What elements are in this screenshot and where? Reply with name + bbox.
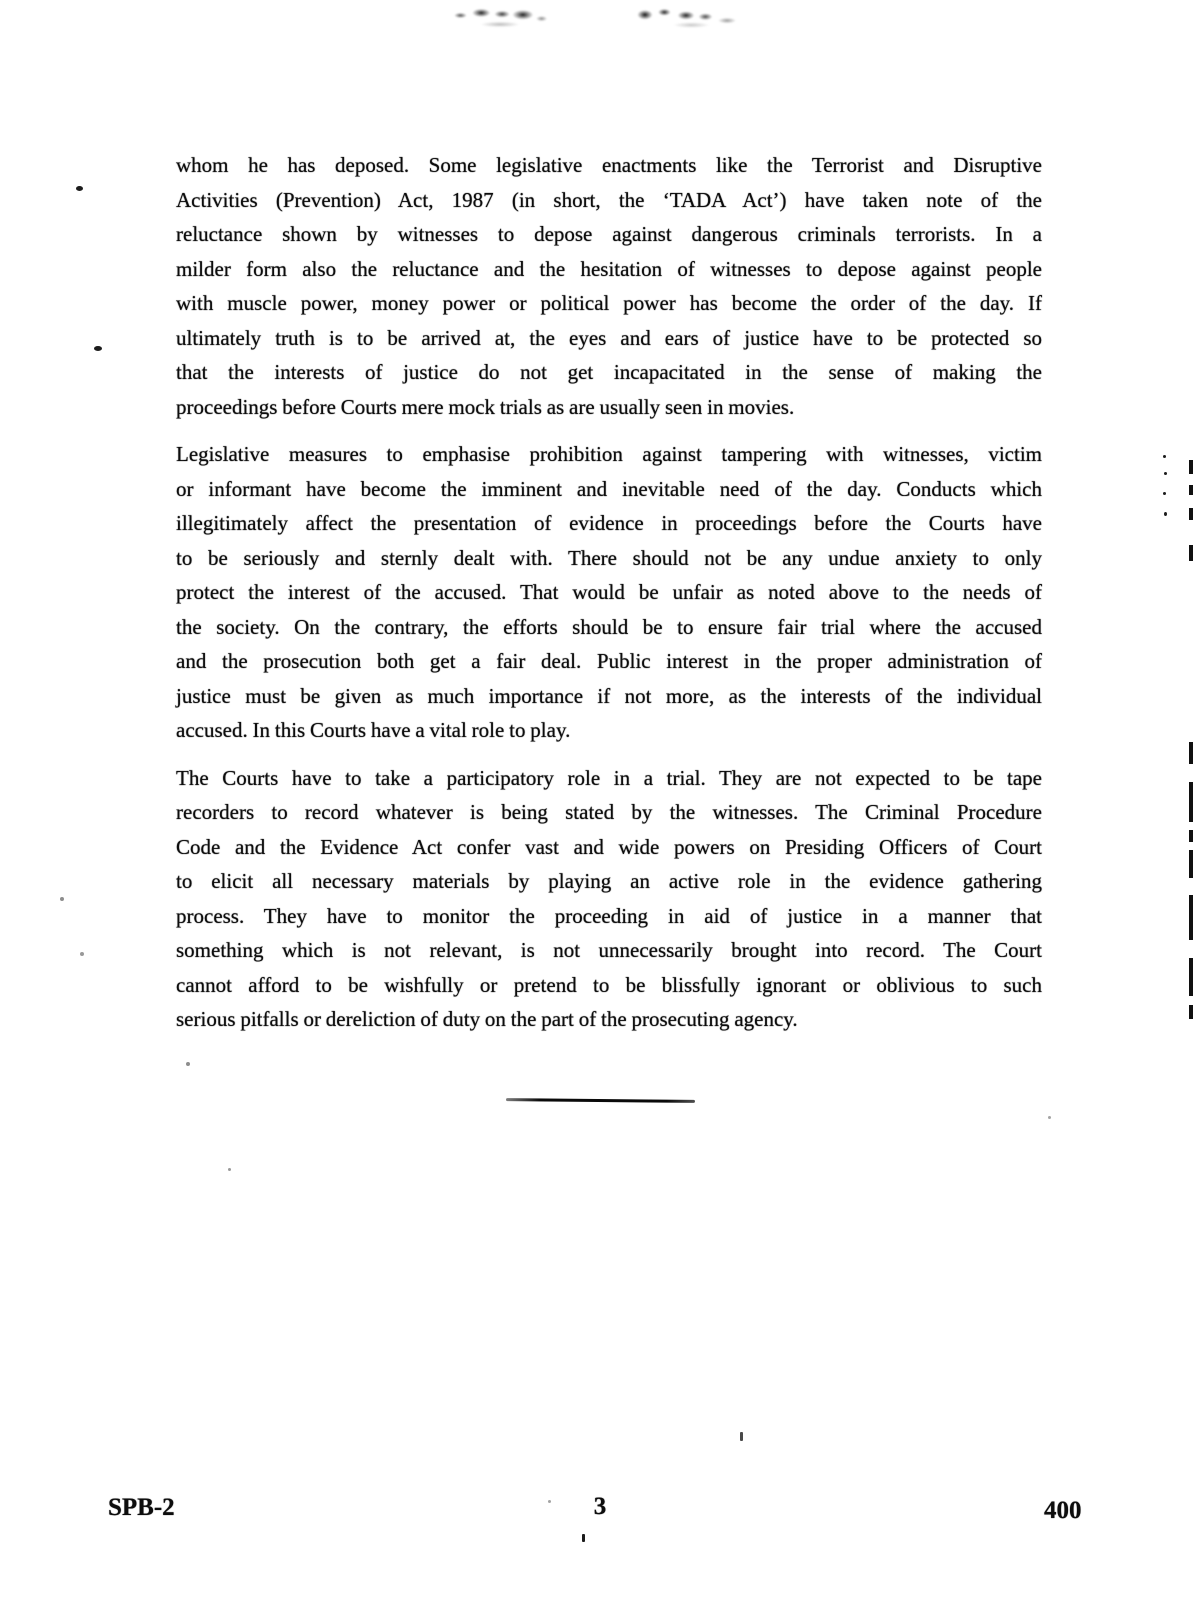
text-line: milder form also the reluctance and the hesitation of witnesses to depose against people: [176, 256, 1042, 281]
text-line: justice must be given as much importance if not more, as the interests of the individual: [176, 683, 1042, 708]
scan-smudge-left: [448, 2, 552, 34]
footer-right-number: 400: [1044, 1497, 1082, 1524]
text-line: to be seriously and sternly dealt with. There should not be any undue anxiety to only: [176, 545, 1042, 570]
page-number: 3: [593, 1493, 607, 1520]
text-line: process. They have to monitor the proceeding in aid of justice in a manner that: [176, 903, 1042, 928]
document-body: [176, 148, 1042, 1050]
text-line: Code and the Evidence Act confer vast and wide powers on Presiding Officers of Court: [176, 834, 1042, 859]
text-line: recorders to record whatever is being stated by the witnesses. The Criminal Procedure: [176, 800, 1042, 824]
text-line: ultimately truth is to be arrived at, the eyes and ears of justice have to be protected so: [176, 325, 1042, 350]
text-line: reluctance shown by witnesses to depose against dangerous criminals terrorists. In a: [176, 222, 1042, 246]
paragraph: [176, 148, 1042, 424]
text-line: cannot afford to be wishfully or pretend to be blissfully ignorant or oblivious to such: [176, 972, 1042, 997]
paragraph: [176, 761, 1042, 1037]
scan-smudge-right: [632, 2, 740, 34]
text-line: something which is not relevant, is not unnecessarily brought into record. The Court: [176, 938, 1042, 962]
text-line: with muscle power, money power or political power has become the order of the day. If: [176, 291, 1042, 315]
text-line: whom he has deposed. Some legislative enactments like the Terrorist and Disruptive: [176, 153, 1042, 177]
text-line: serious pitfalls or dereliction of duty on the part of the prosecuting agency.: [176, 1007, 798, 1031]
text-line: Activities (Prevention) Act, 1987 (in short, the ‘TADA Act’) have taken note of the: [176, 187, 1042, 212]
section-divider-line: [506, 1098, 695, 1103]
text-line: to elicit all necessary materials by playing an active role in the evidence gathering: [176, 869, 1042, 893]
text-line: illegitimately affect the presentation of evidence in proceedings before the Courts have: [176, 511, 1042, 535]
text-line: that the interests of justice do not get incapacitated in the sense of making the: [176, 360, 1042, 384]
text-line: proceedings before Courts mere mock trials as are usually seen in movies.: [176, 394, 795, 419]
text-line: protect the interest of the accused. That would be unfair as noted above to the needs of: [176, 580, 1042, 604]
text-line: or informant have become the imminent and inevitable need of the day. Conducts which: [176, 476, 1042, 501]
text-line: the society. On the contrary, the efforts should be to ensure fair trial where the accused: [176, 614, 1042, 639]
text-line: accused. In this Courts have a vital role to play.: [176, 718, 571, 742]
text-line: and the prosecution both get a fair deal. Public interest in the proper administration of: [176, 649, 1042, 673]
text-line: The Courts have to take a participatory role in a trial. They are not expected to be tape: [176, 765, 1042, 790]
text-line: Legislative measures to emphasise prohibition against tampering with witnesses, victim: [176, 442, 1042, 466]
footer-left-code: SPB-2: [108, 1494, 175, 1521]
paragraph: [176, 437, 1042, 748]
